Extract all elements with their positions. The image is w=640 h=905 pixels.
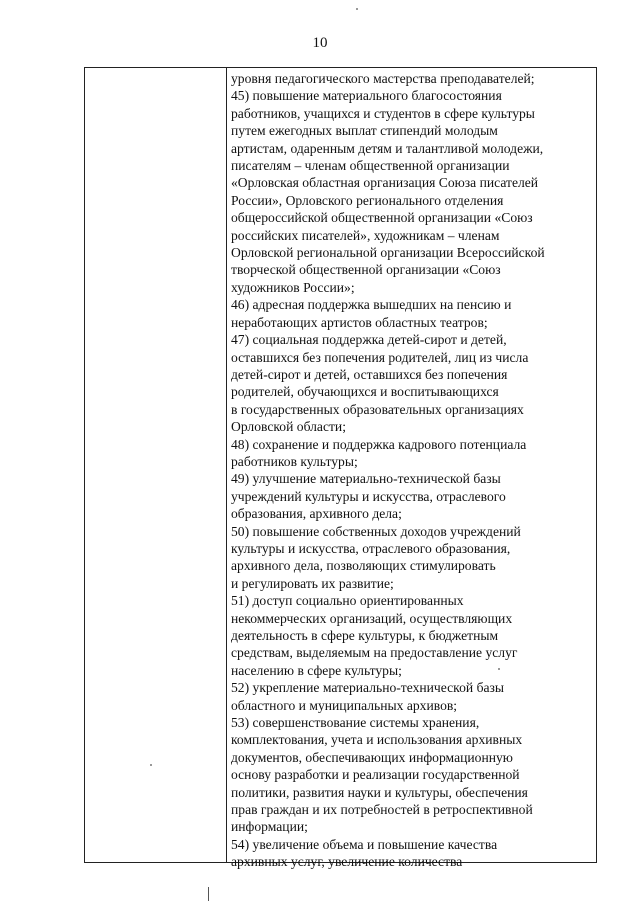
text-line: уровня педагогического мастерства преподавателей; bbox=[231, 71, 535, 86]
text-line: России», Орловского регионального отделения bbox=[231, 192, 504, 208]
text-line: творческой общественной организации «Союз bbox=[231, 262, 501, 278]
text-line: некоммерческих организаций, осуществляющих bbox=[231, 610, 513, 626]
text-line: культуры и искусства, отраслевого образования, bbox=[231, 540, 511, 556]
text-line: основу разработки и реализации государственной bbox=[231, 767, 520, 783]
text-line: писателям – членам общественной организации bbox=[231, 158, 510, 174]
document-table bbox=[84, 67, 597, 870]
text-line: комплектования, учета и использования архивных bbox=[231, 732, 523, 748]
text-line: художников России»; bbox=[231, 279, 355, 295]
scan-speck bbox=[150, 764, 152, 766]
text-line: 53) совершенствование системы хранения, bbox=[231, 715, 480, 731]
text-line: архивных услуг, увеличение количества bbox=[231, 854, 463, 870]
column-divider bbox=[226, 68, 227, 862]
text-line: неработающих артистов областных театров; bbox=[231, 314, 488, 330]
text-line: деятельность в сфере культуры, к бюджетным bbox=[231, 628, 499, 643]
text-line: в государственных образовательных организациях bbox=[231, 401, 524, 417]
text-line: «Орловская областная организация Союза писателей bbox=[231, 175, 539, 191]
text-line: учреждений культуры и искусства, отраслевого bbox=[231, 488, 506, 504]
text-line: путем ежегодных выплат стипендий молодым bbox=[231, 123, 498, 139]
text-line: Орловской области; bbox=[231, 419, 346, 435]
text-line: работников культуры; bbox=[231, 453, 358, 469]
text-line: прав граждан и их потребностей в ретроспективной bbox=[231, 802, 533, 818]
text-line: архивного дела, позволяющих стимулировать bbox=[231, 558, 496, 574]
text-line: родителей, обучающихся и воспитывающихся bbox=[231, 384, 499, 400]
text-line: российских писателей», художникам – членам bbox=[231, 227, 500, 243]
text-line: 48) сохранение и поддержка кадрового потенциала bbox=[231, 436, 527, 452]
text-line: 47) социальная поддержка детей-сирот и детей, bbox=[231, 332, 507, 348]
scan-mark bbox=[208, 887, 209, 901]
text-line: Орловской региональной организации Всероссийской bbox=[231, 245, 545, 261]
scan-speck bbox=[498, 668, 500, 670]
text-line: 45) повышение материального благосостояния bbox=[231, 88, 502, 104]
text-line: артистам, одаренным детям и талантливой молодежи, bbox=[231, 140, 544, 156]
text-line: оставшихся без попечения родителей, лиц из числа bbox=[231, 349, 529, 365]
table-left-cell bbox=[85, 68, 226, 862]
text-line: средствам, выделяемым на предоставление услуг bbox=[231, 645, 518, 661]
page-number: 10 bbox=[312, 35, 328, 51]
text-line: 54) увеличение объема и повышение качества bbox=[231, 836, 498, 852]
text-line: детей-сирот и детей, оставшихся без попечения bbox=[231, 366, 508, 382]
text-line: 46) адресная поддержка вышедших на пенсию и bbox=[231, 297, 512, 313]
text-line: 52) укрепление материально-технической базы bbox=[231, 680, 505, 696]
text-line: политики, развития науки и культуры, обеспечения bbox=[231, 784, 528, 800]
text-line: 51) доступ социально ориентированных bbox=[231, 593, 464, 609]
text-line: документов, обеспечивающих информационную bbox=[231, 749, 513, 765]
text-line: 50) повышение собственных доходов учреждений bbox=[231, 523, 521, 539]
text-line: работников, учащихся и студентов в сфере культуры bbox=[231, 105, 535, 121]
text-line: областного и муниципальных архивов; bbox=[231, 697, 458, 713]
text-line: 49) улучшение материально-технической базы bbox=[231, 471, 501, 487]
text-line: образования, архивного дела; bbox=[231, 506, 402, 522]
text-line: общероссийской общественной организации «Союз bbox=[231, 210, 533, 226]
text-line: населению в сфере культуры; bbox=[231, 662, 402, 678]
table-right-cell bbox=[231, 70, 593, 871]
text-line: информации; bbox=[231, 819, 308, 835]
text-line: и регулировать их развитие; bbox=[231, 575, 394, 591]
scan-speck bbox=[356, 8, 358, 10]
